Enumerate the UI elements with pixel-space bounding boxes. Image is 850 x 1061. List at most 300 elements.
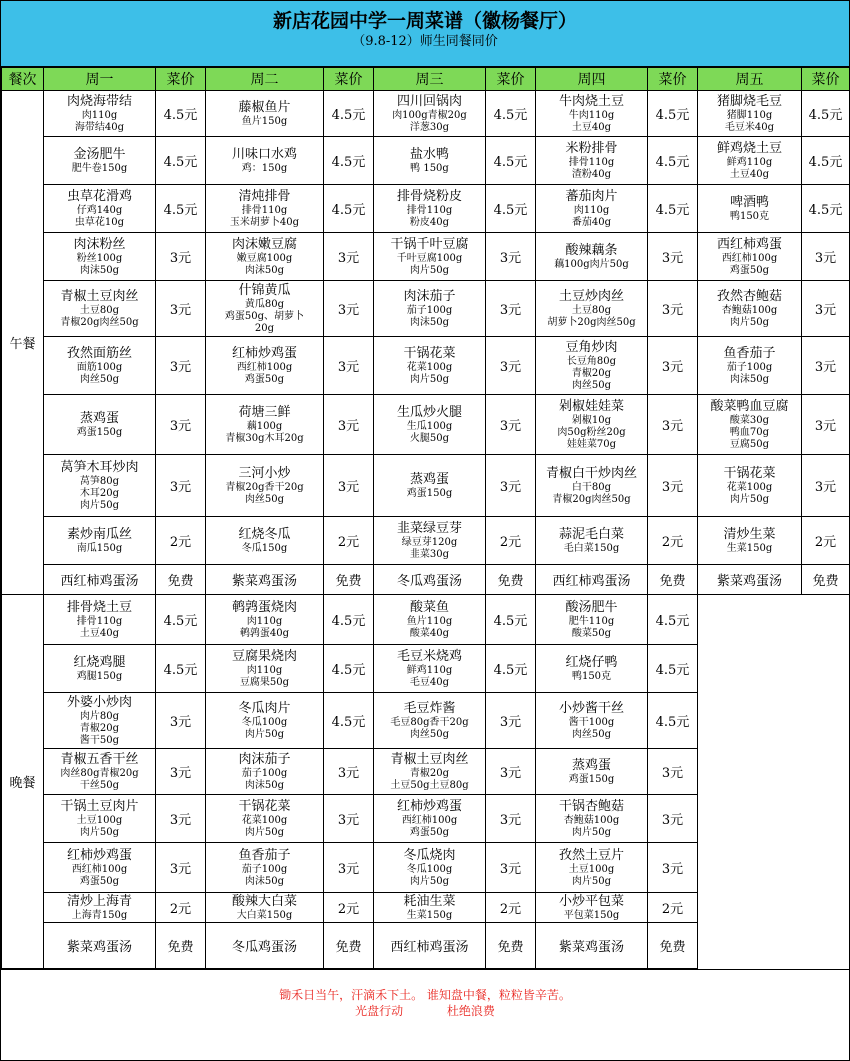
- dish-ingredient: 肉110g: [81, 109, 118, 121]
- dish-name: 青椒土豆肉丝: [60, 288, 139, 304]
- dish-name: 清炒上海青: [66, 893, 132, 909]
- price-cell: 3元: [156, 233, 206, 281]
- empty-cell: [698, 595, 850, 645]
- dish-cell: [698, 233, 802, 281]
- dish-cell: [374, 843, 486, 893]
- price-cell: 2元: [156, 517, 206, 565]
- dish-ingredient: 豆腐果50g: [239, 676, 290, 688]
- dish-ingredient: 娃娃菜70g: [566, 438, 617, 450]
- dish-cell: [374, 893, 486, 923]
- dish-name: 干锅土豆肉片: [60, 798, 139, 814]
- dish-name: 金汤肥牛: [73, 146, 126, 162]
- dish-ingredient: 酸菜40g: [409, 627, 450, 639]
- table-row: [2, 693, 850, 749]
- dish-cell: [374, 137, 486, 185]
- dish-ingredient: 火腿50g: [409, 432, 450, 444]
- table-row: [2, 517, 850, 565]
- price-cell: 2元: [486, 893, 536, 923]
- dish-cell: [44, 337, 156, 395]
- price-cell: 4.5元: [802, 185, 850, 233]
- dish-cell: [44, 893, 156, 923]
- dish-cell: [536, 795, 648, 843]
- dish-ingredient: 鸡：150g: [241, 162, 288, 174]
- price-cell: 3元: [648, 843, 698, 893]
- dish-ingredient: 胡萝卜20g肉丝50g: [547, 316, 636, 328]
- column-header: 菜价: [802, 68, 850, 91]
- price-cell: 4.5元: [156, 595, 206, 645]
- dish-cell: [44, 645, 156, 693]
- price-cell: 3元: [486, 693, 536, 749]
- price-cell: 4.5元: [156, 645, 206, 693]
- dish-name: 土豆炒肉丝: [558, 288, 624, 304]
- dish-ingredient: 排骨110g: [568, 156, 615, 168]
- dish-cell: [44, 91, 156, 137]
- table-row: [2, 595, 850, 645]
- dish-name: 肉沫茄子: [238, 751, 291, 767]
- price-cell: 3元: [802, 337, 850, 395]
- price-cell: 3元: [324, 455, 374, 517]
- dish-name: 鱼香茄子: [723, 345, 776, 361]
- dish-ingredient: 鸡蛋50g: [244, 373, 285, 385]
- price-cell: 3元: [486, 749, 536, 795]
- price-cell: 免费: [324, 923, 374, 969]
- dish-cell: [44, 185, 156, 233]
- table-row: [2, 233, 850, 281]
- dish-ingredient: 肉片50g: [729, 493, 770, 505]
- dish-ingredient: 番茄40g: [571, 216, 612, 228]
- dish-ingredient: 肉丝80g青椒20g: [60, 767, 139, 779]
- dish-name: 孜然杏鲍菇: [716, 288, 782, 304]
- dish-ingredient: 西红柿100g: [721, 252, 778, 264]
- dish-name: 冬瓜肉片: [238, 700, 291, 716]
- dish-name: 毛豆米烧鸡: [396, 648, 462, 664]
- dish-cell: [206, 565, 324, 595]
- dish-cell: [206, 693, 324, 749]
- dish-ingredient: 肉片50g: [729, 316, 770, 328]
- dish-cell: [536, 185, 648, 233]
- dish-ingredient: 冬瓜150g: [241, 542, 288, 554]
- price-cell: 免费: [156, 565, 206, 595]
- dish-ingredient: 肉丝50g: [409, 728, 450, 740]
- dish-name: 紫菜鸡蛋汤: [66, 940, 132, 955]
- dish-ingredient: 长豆角80g: [566, 355, 617, 367]
- empty-cell: [698, 645, 850, 693]
- dish-cell: [698, 517, 802, 565]
- price-cell: 3元: [156, 455, 206, 517]
- dish-name: 什锦黄瓜: [238, 282, 291, 298]
- dish-cell: [698, 395, 802, 455]
- dish-ingredient: 茄子100g: [241, 863, 288, 875]
- dish-ingredient: 酱干50g: [79, 734, 120, 746]
- dish-ingredient: 肉片50g: [409, 264, 450, 276]
- dish-ingredient: 平包菜150g: [563, 909, 620, 921]
- price-cell: 3元: [156, 843, 206, 893]
- table-row: [2, 645, 850, 693]
- dish-cell: [374, 91, 486, 137]
- dish-name: 莴笋木耳炒肉: [60, 459, 139, 475]
- dish-cell: [374, 645, 486, 693]
- dish-ingredient: 鸡腿150g: [76, 670, 123, 682]
- dish-ingredient: 鱼片110g: [406, 615, 453, 627]
- dish-name: 啤酒鸭: [729, 194, 769, 210]
- price-cell: 3元: [324, 233, 374, 281]
- dish-cell: [698, 137, 802, 185]
- table-row: [2, 795, 850, 843]
- dish-ingredient: 酸菜30g: [729, 414, 770, 426]
- dish-ingredient: 杏鲍菇100g: [563, 814, 620, 826]
- dish-ingredient: 上海青150g: [71, 909, 128, 921]
- dish-ingredient: 粉丝100g: [76, 252, 123, 264]
- dish-name: 冬瓜鸡蛋汤: [396, 574, 462, 589]
- column-header: 菜价: [324, 68, 374, 91]
- dish-ingredient: 藕100g: [246, 420, 283, 432]
- price-cell: 3元: [802, 281, 850, 337]
- dish-ingredient: 剁椒10g: [571, 414, 612, 426]
- dish-cell: [374, 455, 486, 517]
- footer-poem: 锄禾日当午，汗滴禾下土。 谁知盘中餐，粒粒皆辛苦。: [279, 988, 571, 1002]
- price-cell: 3元: [156, 337, 206, 395]
- dish-ingredient: 肉丝50g: [79, 373, 120, 385]
- price-cell: 3元: [802, 395, 850, 455]
- dish-name: 紫菜鸡蛋汤: [716, 574, 782, 589]
- dish-name: 蒜泥毛白菜: [558, 526, 624, 542]
- dish-cell: [374, 337, 486, 395]
- meal-label: 午餐: [2, 91, 44, 595]
- dish-name: 四川回锅肉: [396, 93, 462, 109]
- dish-cell: [206, 137, 324, 185]
- dish-ingredient: 玉米胡萝卜40g: [229, 216, 300, 228]
- dish-cell: [206, 923, 324, 969]
- dish-name: 肉烧海带结: [66, 93, 132, 109]
- dish-name: 豆角炒肉: [565, 339, 618, 355]
- dish-cell: [206, 395, 324, 455]
- dish-ingredient: 肉片50g: [409, 373, 450, 385]
- price-cell: 3元: [802, 233, 850, 281]
- dish-name: 虫草花滑鸡: [66, 188, 132, 204]
- dish-cell: [44, 281, 156, 337]
- dish-name: 冬瓜鸡蛋汤: [231, 940, 297, 955]
- dish-ingredient: 毛豆米40g: [724, 121, 775, 133]
- dish-name: 藤椒鱼片: [238, 99, 291, 115]
- column-header: 周五: [698, 68, 802, 91]
- dish-ingredient: 肉50g粉丝20g: [557, 426, 626, 438]
- dish-cell: [536, 893, 648, 923]
- dish-name: 鹌鹑蛋烧肉: [231, 599, 297, 615]
- dish-ingredient: 鹌鹑蛋40g: [239, 627, 290, 639]
- dish-name: 豆腐果烧肉: [231, 648, 297, 664]
- dish-cell: [536, 843, 648, 893]
- dish-ingredient: 牛肉110g: [568, 109, 615, 121]
- dish-cell: [44, 455, 156, 517]
- dish-name: 酸汤肥牛: [565, 599, 618, 615]
- dish-ingredient: 鸡蛋50g、胡萝卜: [224, 310, 305, 322]
- dish-cell: [536, 395, 648, 455]
- price-cell: 3元: [156, 795, 206, 843]
- dish-ingredient: 肉110g: [246, 615, 283, 627]
- price-cell: 4.5元: [324, 137, 374, 185]
- dish-cell: [44, 137, 156, 185]
- dish-name: 蒸鸡蛋: [409, 471, 449, 487]
- dish-name: 红烧仔鸭: [565, 654, 618, 670]
- dish-ingredient: 莴笋80g: [79, 475, 120, 487]
- price-cell: 4.5元: [324, 595, 374, 645]
- price-cell: 3元: [324, 795, 374, 843]
- dish-ingredient: 毛白菜150g: [563, 542, 620, 554]
- price-cell: 4.5元: [648, 185, 698, 233]
- dish-name: 剁椒娃娃菜: [558, 398, 624, 414]
- dish-cell: [536, 565, 648, 595]
- dish-cell: [44, 595, 156, 645]
- dish-ingredient: 粉皮40g: [409, 216, 450, 228]
- slogan-right: 杜绝浪费: [446, 1004, 495, 1018]
- dish-cell: [698, 185, 802, 233]
- dish-cell: [698, 281, 802, 337]
- dish-cell: [206, 337, 324, 395]
- price-cell: 3元: [648, 455, 698, 517]
- dish-name: 毛豆炸酱: [403, 700, 456, 716]
- dish-ingredient: 青椒20g: [79, 722, 120, 734]
- dish-ingredient: 毛豆80g香干20g: [390, 716, 469, 728]
- dish-ingredient: 大白菜150g: [236, 909, 293, 921]
- price-cell: 4.5元: [324, 693, 374, 749]
- table-row: [2, 137, 850, 185]
- dish-ingredient: 渣粉40g: [571, 168, 612, 180]
- dish-ingredient: 白干80g: [571, 481, 612, 493]
- table-row: [2, 91, 850, 137]
- dish-name: 排骨烧土豆: [66, 599, 132, 615]
- column-header: 菜价: [156, 68, 206, 91]
- table-row: [2, 395, 850, 455]
- price-cell: 4.5元: [156, 137, 206, 185]
- price-cell: 3元: [648, 395, 698, 455]
- dish-cell: [536, 233, 648, 281]
- price-cell: 免费: [648, 565, 698, 595]
- dish-cell: [536, 645, 648, 693]
- dish-cell: [374, 923, 486, 969]
- dish-name: 米粉排骨: [565, 140, 618, 156]
- dish-name: 冬瓜烧肉: [403, 847, 456, 863]
- dish-cell: [536, 337, 648, 395]
- dish-ingredient: 肉片50g: [571, 826, 612, 838]
- dish-ingredient: 排骨110g: [241, 204, 288, 216]
- price-cell: 4.5元: [156, 185, 206, 233]
- price-cell: 3元: [486, 233, 536, 281]
- dish-name: 酸辣藕条: [565, 242, 618, 258]
- dish-name: 酸辣大白菜: [231, 893, 297, 909]
- empty-cell: [698, 693, 850, 749]
- price-cell: 3元: [648, 281, 698, 337]
- dish-ingredient: 土豆80g: [571, 304, 612, 316]
- dish-cell: [536, 281, 648, 337]
- dish-name: 盐水鸭: [409, 146, 449, 162]
- column-header: 周二: [206, 68, 324, 91]
- price-cell: 3元: [648, 749, 698, 795]
- price-cell: 3元: [648, 337, 698, 395]
- price-cell: 2元: [802, 517, 850, 565]
- column-header: 餐次: [2, 68, 44, 91]
- dish-ingredient: 西红柿100g: [236, 361, 293, 373]
- dish-ingredient: 肉110g: [246, 664, 283, 676]
- dish-ingredient: 肉片50g: [244, 826, 285, 838]
- table-row: [2, 337, 850, 395]
- dish-name: 干锅花菜: [238, 798, 291, 814]
- dish-ingredient: 西红柿100g: [71, 863, 128, 875]
- dish-cell: [206, 455, 324, 517]
- table-row: [2, 893, 850, 923]
- dish-ingredient: 鲜鸡110g: [406, 664, 453, 676]
- dish-ingredient: 肉丝50g: [571, 728, 612, 740]
- dish-cell: [44, 843, 156, 893]
- price-cell: 4.5元: [486, 137, 536, 185]
- dish-cell: [44, 233, 156, 281]
- dish-ingredient: 干丝50g: [79, 779, 120, 791]
- dish-ingredient: 冬瓜100g: [241, 716, 288, 728]
- dish-ingredient: 酸菜50g: [571, 627, 612, 639]
- dish-ingredient: 豆腐50g: [729, 438, 770, 450]
- dish-cell: [44, 395, 156, 455]
- dish-ingredient: 生菜150g: [726, 542, 773, 554]
- dish-name: 清炖排骨: [238, 188, 291, 204]
- dish-ingredient: 排骨110g: [76, 615, 123, 627]
- price-cell: 免费: [648, 923, 698, 969]
- column-header: 菜价: [648, 68, 698, 91]
- price-cell: 4.5元: [648, 595, 698, 645]
- dish-name: 肉沫粉丝: [73, 236, 126, 252]
- dish-ingredient: 肉片50g: [244, 728, 285, 740]
- dish-ingredient: 面筋100g: [76, 361, 123, 373]
- dish-ingredient: 鸭150克: [571, 670, 612, 682]
- dish-cell: [536, 517, 648, 565]
- price-cell: 4.5元: [802, 91, 850, 137]
- dish-ingredient: 茄子100g: [406, 304, 453, 316]
- dish-cell: [44, 795, 156, 843]
- dish-ingredient: 猪脚110g: [726, 109, 773, 121]
- price-cell: 3元: [486, 281, 536, 337]
- dish-ingredient: 茄子100g: [726, 361, 773, 373]
- dish-ingredient: 鸡蛋50g: [409, 826, 450, 838]
- table-row: [2, 281, 850, 337]
- price-cell: 4.5元: [648, 91, 698, 137]
- price-cell: 2元: [156, 893, 206, 923]
- dish-cell: [374, 517, 486, 565]
- dish-cell: [374, 395, 486, 455]
- price-cell: 3元: [486, 795, 536, 843]
- dish-ingredient: 酱干100g: [568, 716, 615, 728]
- price-cell: 3元: [802, 455, 850, 517]
- empty-cell: [698, 749, 850, 795]
- dish-cell: [44, 749, 156, 795]
- dish-name: 红烧鸡腿: [73, 654, 126, 670]
- dish-cell: [536, 693, 648, 749]
- dish-name: 青椒五香干丝: [60, 751, 139, 767]
- menu-table: [1, 67, 850, 969]
- dish-ingredient: 生菜150g: [406, 909, 453, 921]
- dish-ingredient: 肉沫50g: [729, 373, 770, 385]
- dish-ingredient: 鸡蛋150g: [76, 426, 123, 438]
- dish-ingredient: 冬瓜100g: [406, 863, 453, 875]
- dish-cell: [698, 565, 802, 595]
- dish-ingredient: 肥牛卷150g: [71, 162, 128, 174]
- dish-cell: [44, 517, 156, 565]
- price-cell: 3元: [324, 749, 374, 795]
- dish-ingredient: 鸡蛋150g: [568, 773, 615, 785]
- price-cell: 3元: [486, 843, 536, 893]
- dish-ingredient: 虫草花10g: [74, 216, 125, 228]
- dish-name: 西红柿鸡蛋汤: [552, 574, 631, 589]
- dish-ingredient: 韭菜30g: [409, 548, 450, 560]
- price-cell: 3元: [648, 795, 698, 843]
- dish-ingredient: 花菜100g: [241, 814, 288, 826]
- dish-cell: [206, 645, 324, 693]
- dish-cell: [206, 233, 324, 281]
- price-cell: 4.5元: [486, 645, 536, 693]
- dish-ingredient: 生瓜100g: [406, 420, 453, 432]
- price-cell: 3元: [324, 843, 374, 893]
- dish-ingredient: 肉片50g: [409, 875, 450, 887]
- title-banner: [1, 1, 849, 67]
- dish-name: 干锅杏鲍菇: [558, 798, 624, 814]
- dish-ingredient: 土豆40g: [571, 121, 612, 133]
- dish-ingredient: 土豆50g土豆80g: [390, 779, 469, 791]
- dish-name: 西红柿鸡蛋汤: [390, 940, 469, 955]
- dish-cell: [698, 91, 802, 137]
- dish-ingredient: 藕100g肉片50g: [554, 258, 629, 270]
- table-row: [2, 749, 850, 795]
- price-cell: 3元: [324, 337, 374, 395]
- empty-cell: [698, 893, 850, 923]
- dish-ingredient: 肉丝50g: [244, 493, 285, 505]
- dish-cell: [374, 595, 486, 645]
- dish-name: 肉沫嫩豆腐: [231, 236, 297, 252]
- dish-ingredient: 鸡蛋150g: [406, 487, 453, 499]
- dish-cell: [374, 565, 486, 595]
- dish-ingredient: 鱼片150g: [241, 115, 288, 127]
- page-subtitle: （9.8-12）师生同餐同价: [352, 34, 498, 49]
- dish-name: 紫菜鸡蛋汤: [231, 574, 297, 589]
- price-cell: 3元: [324, 281, 374, 337]
- dish-ingredient: 鲜鸡110g: [726, 156, 773, 168]
- dish-name: 蒸鸡蛋: [571, 757, 611, 773]
- dish-ingredient: 肉丝50g: [571, 379, 612, 391]
- dish-cell: [536, 923, 648, 969]
- table-row: [2, 185, 850, 233]
- dish-cell: [206, 185, 324, 233]
- dish-ingredient: 肉100g青椒20g: [392, 109, 467, 121]
- price-cell: 3元: [486, 395, 536, 455]
- price-cell: 2元: [486, 517, 536, 565]
- dish-name: 韭菜绿豆芽: [396, 520, 462, 536]
- dish-ingredient: 肉沫50g: [409, 316, 450, 328]
- dish-ingredient: 鸡蛋50g: [729, 264, 770, 276]
- dish-name: 西红柿鸡蛋汤: [60, 574, 139, 589]
- dish-ingredient: 杏鲍菇100g: [721, 304, 778, 316]
- dish-ingredient: 青椒20g肉丝50g: [552, 493, 631, 505]
- price-cell: 3元: [324, 395, 374, 455]
- dish-name: 鲜鸡烧土豆: [716, 140, 782, 156]
- dish-cell: [536, 91, 648, 137]
- dish-name: 蒸鸡蛋: [79, 410, 119, 426]
- dish-ingredient: 绿豆芽120g: [401, 536, 458, 548]
- dish-name: 紫菜鸡蛋汤: [558, 940, 624, 955]
- dish-name: 红柿炒鸡蛋: [396, 798, 462, 814]
- price-cell: 2元: [648, 517, 698, 565]
- dish-ingredient: 青椒20g: [409, 767, 450, 779]
- dish-ingredient: 木耳20g: [79, 487, 120, 499]
- dish-ingredient: 鸭血70g: [729, 426, 770, 438]
- dish-ingredient: 土豆100g: [76, 814, 123, 826]
- price-cell: 3元: [648, 233, 698, 281]
- dish-ingredient: 鸡蛋50g: [79, 875, 120, 887]
